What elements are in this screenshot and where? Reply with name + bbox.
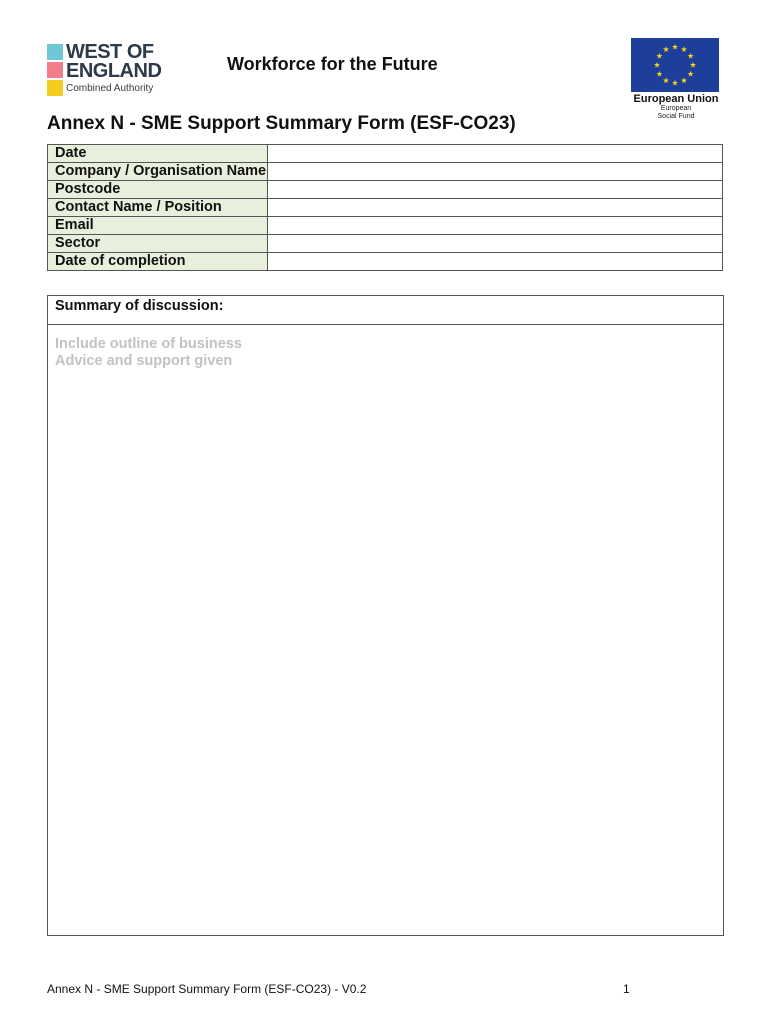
table-row	[48, 163, 723, 181]
logo-square-pink	[47, 62, 63, 78]
table-row	[48, 217, 723, 235]
sector-field[interactable]	[268, 235, 723, 253]
eu-star-icon	[688, 71, 694, 77]
eu-star-icon	[656, 71, 662, 77]
eu-star-icon	[663, 46, 669, 52]
logo-text-line2: ENGLAND	[66, 60, 162, 82]
logo-subtitle: Combined Authority	[66, 83, 154, 94]
eu-star-icon	[656, 53, 662, 59]
summary-box	[47, 295, 724, 936]
table-row	[48, 199, 723, 217]
summary-heading: Summary of discussion:	[48, 296, 723, 325]
email-field[interactable]	[268, 217, 723, 235]
summary-hint-line2: Advice and support given	[55, 353, 233, 369]
document-heading: Workforce for the Future	[227, 54, 438, 74]
eu-fund-line1: European	[660, 105, 692, 112]
logo-square-yellow	[47, 80, 63, 96]
page-number: 1	[623, 982, 630, 996]
logo-square-teal	[47, 44, 63, 60]
details-table	[47, 144, 723, 271]
completion-date-field[interactable]	[268, 253, 723, 271]
table-row	[48, 181, 723, 199]
footer-text: Annex N - SME Support Summary Form (ESF-CO23) - V0.2	[47, 982, 367, 996]
label-date: Date	[48, 145, 268, 163]
logo-text-line1: WEST OF	[66, 41, 154, 63]
eu-name: European Union	[633, 93, 719, 105]
eu-star-icon	[681, 77, 687, 83]
eu-stars-icon	[631, 38, 719, 92]
west-of-england-logo	[47, 42, 177, 97]
eu-star-icon	[672, 80, 678, 86]
eu-star-icon	[672, 44, 678, 50]
label-postcode: Postcode	[48, 181, 268, 199]
contact-field[interactable]	[268, 199, 723, 217]
table-row	[48, 145, 723, 163]
postcode-field[interactable]	[268, 181, 723, 199]
label-email: Email	[48, 217, 268, 235]
label-completion: Date of completion	[48, 253, 268, 271]
eu-flag-icon	[631, 38, 719, 92]
label-company: Company / Organisation Name	[48, 163, 268, 181]
table-row	[48, 235, 723, 253]
table-row	[48, 253, 723, 271]
date-field[interactable]	[268, 145, 723, 163]
label-sector: Sector	[48, 235, 268, 253]
eu-star-icon	[688, 53, 694, 59]
eu-fund-line2: Social Fund	[657, 113, 695, 120]
summary-hint-line1: Include outline of business	[55, 336, 242, 352]
eu-star-icon	[690, 62, 696, 68]
summary-text-area[interactable]	[48, 325, 723, 370]
form-title: Annex N - SME Support Summary Form (ESF-CO23)	[47, 113, 516, 134]
label-contact: Contact Name / Position	[48, 199, 268, 217]
eu-logo	[631, 38, 721, 121]
eu-star-icon	[681, 46, 687, 52]
eu-star-icon	[663, 77, 669, 83]
eu-star-icon	[654, 62, 660, 68]
company-field[interactable]	[268, 163, 723, 181]
